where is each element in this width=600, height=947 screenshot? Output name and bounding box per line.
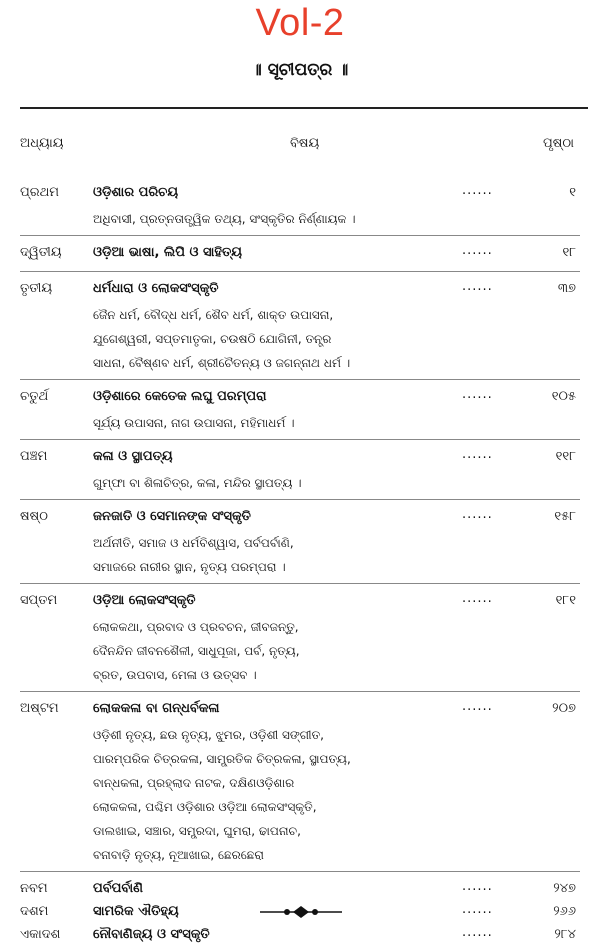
leader-dots: ...... [462,243,493,258]
topic-line: ସୂର୍ଯ୍ୟ ଉପାସନା, ନାଗ ଉପାସନା, ମହିମାଧର୍ମ । [93,416,295,430]
chapter-topics [93,531,393,579]
topic-line: ଓଡ଼ିଶୀ ନୃତ୍ୟ, ଛଉ ନୃତ୍ୟ, ଝୁମର, ଓଡ଼ିଶୀ ସଙ୍ଗୀତ, [93,728,324,742]
header-chapter: ଅଧ୍ୟାୟ [20,136,64,151]
chapter-title: ନୌବାଣିଜ୍ୟ ଓ ସଂସ୍କୃତି [93,927,210,942]
topic-line: ଜୈନ ଧର୍ମ, ବୌଦ୍ଧ ଧର୍ମ, ଶୈବ ଧର୍ମ, ଶାକ୍ତ ଉପାସନା, [93,308,334,322]
chapter-number: ଦ୍ୱିତୀୟ [20,245,62,260]
page-number: ୧୫୮ [554,509,576,524]
topic-line: ପାରମ୍ପରିକ ଚିତ୍ରକଳା, ସାମ୍ପ୍ରତିକ ଚିତ୍ରକଳା, ସ୍ଥାପତ୍ୟ, [93,752,351,766]
entry-divider [20,583,580,584]
toc-entry [0,924,600,947]
chapter-title: ଲୋକକଳା ବା ଗନ୍ଧର୍ବକଳା [93,701,220,716]
page-number: ୨୮୪ [554,927,576,942]
chapter-topics [93,411,393,435]
topic-line: ଅଧିବାସୀ, ପ୍ରତ୍ନତାତ୍ତ୍ୱିକ ତଥ୍ୟ, ସଂସ୍କୃତିର ନିର୍ଣ୍ଣାୟକ । [93,212,356,226]
topic-line: ଲୋକକଥା, ପ୍ରବାଦ ଓ ପ୍ରବଚନ, ଜୀବଜନ୍ତୁ, [93,620,299,634]
chapter-title: ଓଡ଼ିଆ ଲୋକସଂସ୍କୃତି [93,593,196,608]
chapter-title: ପର୍ବପର୍ବାଣି [93,881,143,896]
chapter-number: ନବମ [20,881,48,896]
chapter-title: ଓଡ଼ିଶାର ପରିଚୟ [93,185,179,200]
toc-entry [0,698,600,867]
page-number: ୧୮୧ [555,593,576,608]
header-subject: ବିଷୟ [290,136,320,151]
chapter-topics [93,723,393,867]
chapter-topics [93,207,393,231]
page-number: ୧୧୮ [555,449,576,464]
chapter-title: କଳା ଓ ସ୍ଥାପତ୍ୟ [93,449,173,464]
entry-divider [20,379,580,380]
chapter-number: ପ୍ରଥମ [20,185,60,200]
chapter-number: ପଞ୍ଚମ [20,449,48,464]
leader-dots: ...... [462,387,493,402]
top-rule [20,107,588,109]
topic-line: ଅର୍ଥନୀତି, ସମାଜ ଓ ଧର୍ମବିଶ୍ୱାସ, ପର୍ବପର୍ବାଣି, [93,536,294,550]
chapter-title: ଓଡ଼ିଆ ଭାଷା, ଲିପି ଓ ସାହିତ୍ୟ [93,245,242,260]
toc-entry [0,446,600,495]
topic-line: ଯୁଗେଶ୍ୱରୀ, ସପ୍ତମାତୃକା, ଚଉଷଠି ଯୋଗିନୀ, ତନ୍ତ୍ର [93,332,332,346]
volume-title: Vol-2 [255,2,345,44]
leader-dots: ...... [462,591,493,606]
topic-line: ସାଧନା, ବୈଷ୍ଣବ ଧର୍ମ, ଶ୍ରୀଚୈତନ୍ୟ ଓ ଜଗନ୍ନାଥ ଧର୍ମ । [93,356,351,370]
header-page: ପୃଷ୍ଠା [543,136,574,151]
topic-line: ଦୈନନ୍ଦିନ ଜୀବନଶୈଳୀ, ସାଧୁପୂଜା, ପର୍ବ, ନୃତ୍ୟ, [93,644,300,658]
chapter-number: ଅଷ୍ଟମ [20,701,59,716]
chapter-number: ଏକାଦଶ [20,927,61,942]
page-number: ୧୮ [562,245,576,260]
entry-divider [20,691,580,692]
chapter-title: ଜନଜାତି ଓ ସେମାନଙ୍କ ସଂସ୍କୃତି [93,509,251,524]
leader-dots: ...... [462,279,493,294]
chapter-number: ଷଷ୍ଠ [20,509,48,524]
topic-line: ଡାଲଖାଇ, ସଞ୍ଚାର, ସମ୍ପ୍ରଦା, ଘୁମରା, ଢାପନାଚ, [93,824,301,838]
chapter-number: ତୃତୀୟ [20,281,53,296]
topic-line: ଗୁମ୍ଫା ବା ଶିଳାଚିତ୍ର, କଳା, ମନ୍ଦିର ସ୍ଥାପତ୍ୟ । [93,476,302,490]
page-number: ୨୪୭ [553,881,576,896]
toc-entry [0,506,600,579]
topic-line: ସମାଜରେ ନାରୀର ସ୍ଥାନ, ନୃତ୍ୟ ପରମ୍ପରା । [93,560,286,574]
ornament-divider [256,904,346,920]
entry-divider [20,871,580,872]
chapter-title: ଓଡ଼ିଶାରେ କେତେକ ଲଘୁ ପରମ୍ପରା [93,389,267,404]
leader-dots: ...... [462,699,493,714]
toc-entries [0,182,600,947]
toc-entry [0,182,600,231]
entry-divider [20,271,580,272]
toc-entry [0,278,600,375]
chapter-topics [93,471,393,495]
entry-divider [20,499,580,500]
topic-line: ବ୍ରତ, ଉପବାସ, ମେଳା ଓ ଉତ୍ସବ । [93,668,257,682]
chapter-title: ସାମରିକ ଐତିହ୍ୟ [93,904,179,919]
leader-dots: ...... [462,183,493,198]
chapter-topics [93,303,393,375]
chapter-number: ସପ୍ତମ [20,593,58,608]
toc-entry [0,878,600,901]
chapter-title: ଧର୍ମଧାରା ଓ ଲୋକସଂସ୍କୃତି [93,281,219,296]
toc-entry [0,590,600,687]
page-number: ୧୦୫ [551,389,576,404]
toc-header [0,136,600,158]
entry-divider [20,439,580,440]
topic-line: ବାନ୍ଧକଳା, ପ୍ରହ୍ଲାଦ ନାଟକ, ଦକ୍ଷିଣଓଡ଼ିଶାର [93,776,295,790]
leader-dots: ...... [462,447,493,462]
leader-dots: ...... [462,902,493,917]
topic-line: ଲୋକକଳା, ପଶ୍ଚିମ ଓଡ଼ିଶାର ଓଡ଼ିଆ ଲୋକସଂସ୍କୃତି, [93,800,317,814]
topic-line: ବନାବାଡ଼ି ନୃତ୍ୟ, ନୂଆଖାଇ, ଛେରଛେରା [93,848,264,862]
chapter-number: ଦଶମ [20,904,49,919]
chapter-number: ଚତୁର୍ଥ [20,389,49,404]
page-number: ୨୬୬ [553,904,576,919]
chapter-topics [93,615,393,687]
leader-dots: ...... [462,507,493,522]
leader-dots: ...... [462,879,493,894]
toc-entry [0,242,600,267]
page-number: ୩୭ [557,281,576,296]
entry-divider [20,235,580,236]
leader-dots: ...... [462,925,493,940]
page-number: ୨୦୭ [552,701,576,716]
contents-heading: ॥ ସୂଚୀପତ୍ର ॥ [251,60,349,80]
page-number: ୧ [569,185,576,200]
toc-entry [0,386,600,435]
